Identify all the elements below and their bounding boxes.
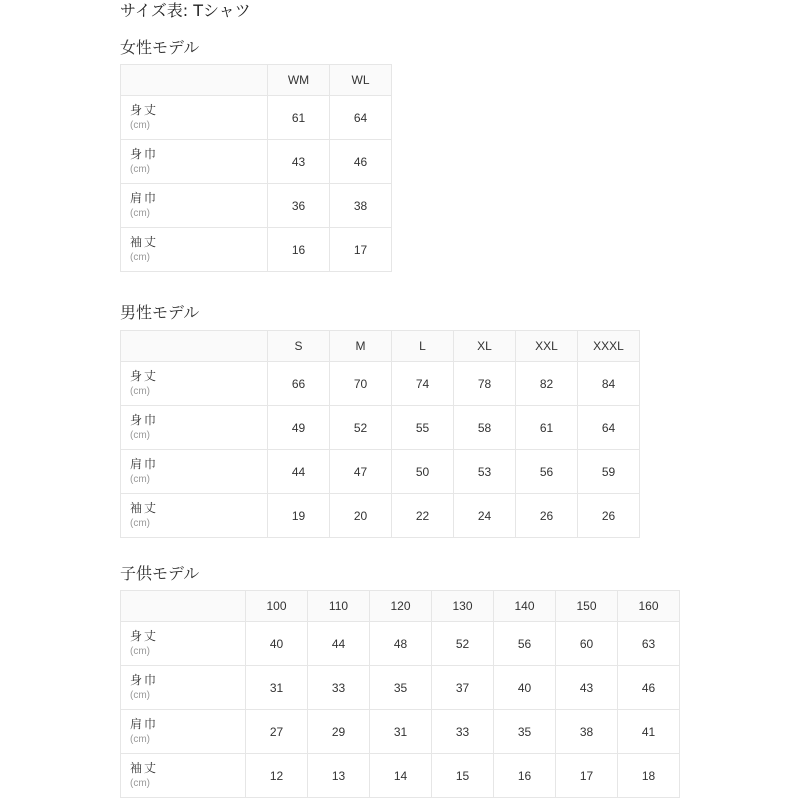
row-unit: (cm) [130, 645, 150, 657]
row-name: 肩巾 [130, 190, 159, 205]
value-cell: 78 [454, 362, 516, 406]
value-cell: 20 [330, 494, 392, 538]
value-cell: 18 [618, 754, 680, 798]
row-label-cell [121, 140, 268, 184]
row-name: 身巾 [130, 412, 159, 427]
column-header: 140 [494, 591, 556, 622]
size-table-men [120, 330, 640, 538]
row-label-cell [121, 622, 246, 666]
value-cell: 22 [392, 494, 454, 538]
section-title-kids: 子供モデル [120, 564, 200, 583]
value-cell: 29 [308, 710, 370, 754]
value-cell: 44 [308, 622, 370, 666]
value-cell: 74 [392, 362, 454, 406]
value-cell: 46 [618, 666, 680, 710]
column-header: 100 [246, 591, 308, 622]
table-row [121, 362, 640, 406]
corner-cell [121, 331, 268, 362]
table-row [121, 184, 392, 228]
corner-cell [121, 591, 246, 622]
header-row [121, 331, 640, 362]
table-row [121, 494, 640, 538]
value-cell: 43 [268, 140, 330, 184]
row-unit: (cm) [130, 119, 150, 131]
section-title-men: 男性モデル [120, 303, 200, 322]
row-label-cell [121, 184, 268, 228]
value-cell: 40 [246, 622, 308, 666]
value-cell: 17 [556, 754, 618, 798]
row-label-cell [121, 494, 268, 538]
value-cell: 48 [370, 622, 432, 666]
row-label-cell [121, 406, 268, 450]
row-unit: (cm) [130, 777, 150, 789]
value-cell: 35 [494, 710, 556, 754]
row-unit: (cm) [130, 163, 150, 175]
row-label-cell [121, 754, 246, 798]
row-unit: (cm) [130, 733, 150, 745]
row-name: 身巾 [130, 146, 159, 161]
page-title: サイズ表: Tシャツ [120, 1, 251, 20]
value-cell: 47 [330, 450, 392, 494]
value-cell: 31 [246, 666, 308, 710]
row-name: 袖丈 [130, 234, 159, 249]
value-cell: 61 [516, 406, 578, 450]
row-label-cell [121, 666, 246, 710]
section-title-women: 女性モデル [120, 38, 200, 57]
row-unit: (cm) [130, 517, 150, 529]
value-cell: 40 [494, 666, 556, 710]
value-cell: 46 [330, 140, 392, 184]
value-cell: 52 [432, 622, 494, 666]
table-row [121, 140, 392, 184]
column-header: XL [454, 331, 516, 362]
value-cell: 61 [268, 96, 330, 140]
row-label-cell [121, 362, 268, 406]
column-header: XXL [516, 331, 578, 362]
column-header: 150 [556, 591, 618, 622]
row-unit: (cm) [130, 207, 150, 219]
value-cell: 33 [308, 666, 370, 710]
table-row [121, 96, 392, 140]
value-cell: 50 [392, 450, 454, 494]
value-cell: 66 [268, 362, 330, 406]
column-header: L [392, 331, 454, 362]
value-cell: 13 [308, 754, 370, 798]
table-row [121, 666, 680, 710]
row-label-cell [121, 450, 268, 494]
value-cell: 37 [432, 666, 494, 710]
value-cell: 58 [454, 406, 516, 450]
value-cell: 16 [268, 228, 330, 272]
value-cell: 12 [246, 754, 308, 798]
value-cell: 64 [578, 406, 640, 450]
value-cell: 56 [516, 450, 578, 494]
column-header: M [330, 331, 392, 362]
value-cell: 36 [268, 184, 330, 228]
row-label-cell [121, 96, 268, 140]
value-cell: 38 [556, 710, 618, 754]
value-cell: 31 [370, 710, 432, 754]
value-cell: 56 [494, 622, 556, 666]
value-cell: 17 [330, 228, 392, 272]
value-cell: 44 [268, 450, 330, 494]
header-row [121, 591, 680, 622]
column-header: 120 [370, 591, 432, 622]
value-cell: 15 [432, 754, 494, 798]
value-cell: 33 [432, 710, 494, 754]
value-cell: 52 [330, 406, 392, 450]
column-header: WM [268, 65, 330, 96]
row-name: 袖丈 [130, 500, 159, 515]
row-name: 身丈 [130, 102, 159, 117]
row-name: 身巾 [130, 672, 159, 687]
value-cell: 55 [392, 406, 454, 450]
value-cell: 60 [556, 622, 618, 666]
row-name: 肩巾 [130, 716, 159, 731]
column-header: 130 [432, 591, 494, 622]
table-row [121, 710, 680, 754]
row-unit: (cm) [130, 473, 150, 485]
value-cell: 49 [268, 406, 330, 450]
table-row [121, 228, 392, 272]
value-cell: 53 [454, 450, 516, 494]
row-label-cell [121, 710, 246, 754]
column-header: XXXL [578, 331, 640, 362]
value-cell: 38 [330, 184, 392, 228]
row-name: 肩巾 [130, 456, 159, 471]
table-row [121, 450, 640, 494]
table-row [121, 406, 640, 450]
value-cell: 43 [556, 666, 618, 710]
row-unit: (cm) [130, 429, 150, 441]
column-header: WL [330, 65, 392, 96]
value-cell: 70 [330, 362, 392, 406]
row-unit: (cm) [130, 385, 150, 397]
row-unit: (cm) [130, 689, 150, 701]
row-name: 身丈 [130, 628, 159, 643]
value-cell: 26 [516, 494, 578, 538]
value-cell: 35 [370, 666, 432, 710]
row-label-cell [121, 228, 268, 272]
value-cell: 64 [330, 96, 392, 140]
value-cell: 14 [370, 754, 432, 798]
column-header: 160 [618, 591, 680, 622]
header-row [121, 65, 392, 96]
value-cell: 26 [578, 494, 640, 538]
value-cell: 63 [618, 622, 680, 666]
value-cell: 27 [246, 710, 308, 754]
column-header: 110 [308, 591, 370, 622]
column-header: S [268, 331, 330, 362]
value-cell: 41 [618, 710, 680, 754]
value-cell: 59 [578, 450, 640, 494]
size-table-women [120, 64, 392, 272]
corner-cell [121, 65, 268, 96]
value-cell: 16 [494, 754, 556, 798]
row-name: 身丈 [130, 368, 159, 383]
row-unit: (cm) [130, 251, 150, 263]
value-cell: 24 [454, 494, 516, 538]
table-row [121, 622, 680, 666]
row-name: 袖丈 [130, 760, 159, 775]
value-cell: 84 [578, 362, 640, 406]
value-cell: 82 [516, 362, 578, 406]
table-row [121, 754, 680, 798]
size-table-kids [120, 590, 680, 798]
value-cell: 19 [268, 494, 330, 538]
